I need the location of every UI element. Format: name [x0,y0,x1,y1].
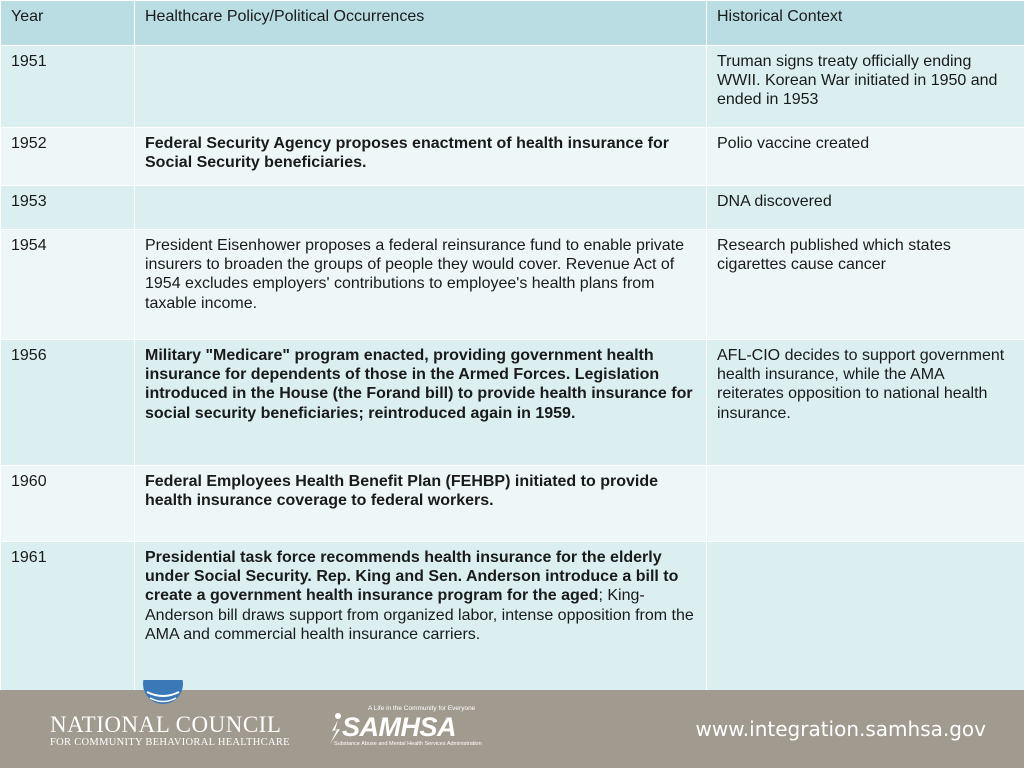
policy-cell [135,542,707,692]
year-cell: 1956 [1,340,135,466]
header-year: Year [1,1,135,46]
samhsa-tagline: A Life in the Community for Everyone [368,705,476,712]
year-cell: 1951 [1,46,135,128]
context-cell: Polio vaccine created [707,128,1024,186]
national-council-name: NATIONAL COUNCIL [50,712,282,737]
samhsa-subtitle: Substance Abuse and Mental Health Services Administration [334,741,482,747]
policy-text: ; King-Anderson bill draws support from organized labor, intense opposition from the AMA and commercial health insurance carriers. [145,587,694,643]
samhsa-wordmark: SAMHSA [342,712,457,742]
policy-bold-text: Presidential task force recommends health insurance for the elderly under Social Security. Rep. King and Sen. Anderson introduce a bill to create a government health insurance program for the aged [145,549,679,605]
context-cell: Research published which states cigarettes cause cancer [707,230,1024,340]
table-row [1,186,1024,230]
policy-cell [135,340,707,466]
table-row [1,340,1024,466]
year-cell: 1952 [1,128,135,186]
header-policy: Healthcare Policy/Political Occurrences [135,1,707,46]
samhsa-logo [328,705,482,751]
policy-bold-text: Federal Security Agency proposes enactment of health insurance for Social Security beneficiaries. [145,135,669,172]
national-council-subtitle: FOR COMMUNITY BEHAVIORAL HEALTHCARE [50,737,290,748]
table-row [1,542,1024,692]
policy-bold-text: Military "Medicare" program enacted, providing government health insurance for dependents of those in the Armed Forces. Legislation introduced in the House (the Forand bill) to provide health insurance for social security beneficiaries; reintroduced again in 1959. [145,347,693,422]
seal-icon [141,680,185,706]
table-row [1,46,1024,128]
context-cell: AFL-CIO decides to support government health insurance, while the AMA reiterates opposition to national health insurance. [707,340,1024,466]
header-row [1,1,1024,46]
table-row [1,466,1024,542]
context-cell [707,542,1024,692]
year-cell: 1960 [1,466,135,542]
policy-cell [135,186,707,230]
table-row [1,230,1024,340]
table-row [1,128,1024,186]
policy-text: President Eisenhower proposes a federal reinsurance fund to enable private insurers to broaden the groups of people they would cover. Revenue Act of 1954 excludes employers' contributions to employee's health plans from taxable income. [145,237,684,312]
policy-cell [135,128,707,186]
policy-bold-text: Federal Employees Health Benefit Plan (FEHBP) initiated to provide health insurance coverage to federal workers. [145,473,658,510]
year-cell: 1954 [1,230,135,340]
site-url[interactable]: www.integration.samhsa.gov [695,717,986,741]
context-cell [707,466,1024,542]
context-cell: Truman signs treaty officially ending WWII. Korean War initiated in 1950 and ended in 1953 [707,46,1024,128]
year-cell: 1953 [1,186,135,230]
national-council-logo [50,713,290,749]
context-cell: DNA discovered [707,186,1024,230]
header-context: Historical Context [707,1,1024,46]
policy-cell [135,466,707,542]
policy-cell [135,230,707,340]
policy-cell [135,46,707,128]
year-cell: 1961 [1,542,135,692]
